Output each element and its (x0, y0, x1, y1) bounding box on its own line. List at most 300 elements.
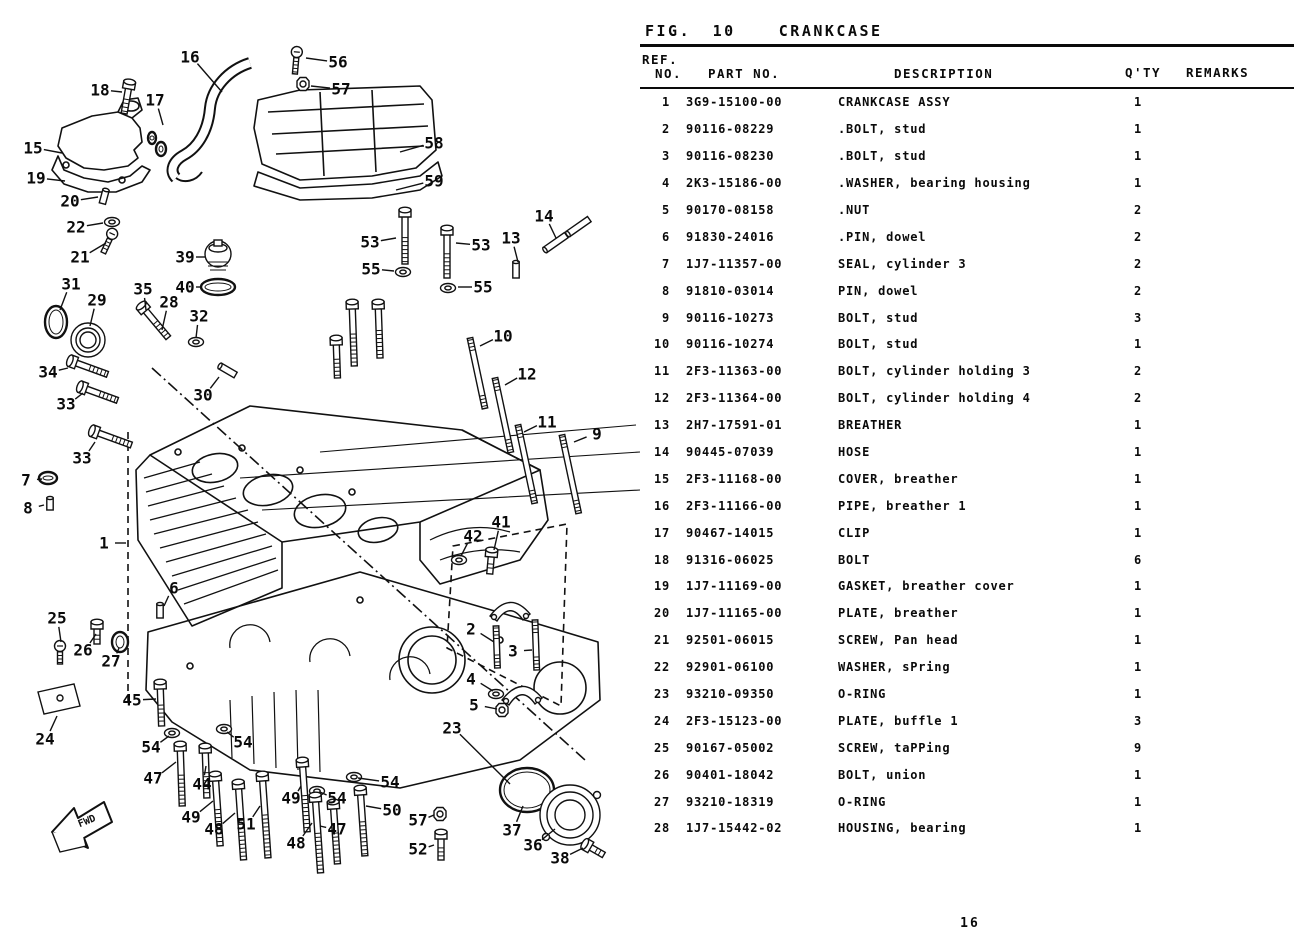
ref-no-cell: 25 (653, 740, 670, 755)
upper-case-top-face (150, 406, 540, 542)
callout-label: 53 (360, 232, 380, 252)
pin-glyph (47, 496, 53, 510)
callout-label: 39 (175, 247, 195, 267)
leader-line (456, 243, 470, 244)
table-row (640, 815, 1294, 842)
page-number: 16 (960, 916, 980, 931)
bolt-glyph (65, 354, 109, 380)
callout-label: 38 (550, 848, 570, 868)
screw-glyph (289, 46, 302, 74)
leader-line (382, 270, 394, 271)
ref-no-cell: 7 (661, 256, 670, 271)
callout-label: 47 (143, 768, 163, 788)
qty-cell: 1 (1133, 687, 1143, 702)
callout-label: 42 (463, 526, 483, 546)
leader-line (517, 806, 523, 822)
description-cell: .NUT (838, 203, 871, 217)
qty-cell: 1 (1133, 660, 1143, 675)
oring-glyph (201, 279, 235, 295)
ref-no-cell: 21 (653, 633, 670, 648)
qty-cell: 1 (1133, 767, 1143, 782)
callout-label: 10 (493, 326, 513, 346)
callout-label: 23 (442, 718, 462, 738)
oring-glyph (45, 306, 67, 338)
qty-cell: 1 (1133, 794, 1143, 809)
description-cell: PLATE, breather (838, 606, 959, 621)
stud-glyph (532, 620, 539, 670)
table-row (640, 304, 1294, 331)
qty-cell: 1 (1133, 525, 1143, 540)
ref-no-cell: 16 (653, 498, 670, 513)
leader-line (162, 762, 176, 773)
table-row (640, 788, 1294, 815)
table-row (640, 546, 1294, 573)
description-cell: BOLT, stud (838, 337, 919, 352)
qty-cell: 6 (1133, 552, 1143, 567)
callout-label: 13 (501, 228, 521, 248)
callout-label: 49 (181, 807, 201, 827)
callout-label: 53 (471, 235, 491, 255)
callout-label: 41 (491, 512, 511, 532)
ref-no-cell: 19 (653, 579, 670, 594)
figure-title: FIG. 10 CRANKCASE (645, 22, 883, 40)
callout-label: 54 (380, 772, 400, 792)
nut-glyph (297, 78, 309, 91)
table-row (640, 761, 1294, 788)
part-no-cell: 93210-09350 (686, 687, 775, 702)
qty-cell: 2 (1133, 283, 1143, 298)
disc-glyph (540, 785, 601, 845)
table-row (640, 89, 1294, 116)
part-no-cell: 91810-03014 (686, 283, 775, 298)
table-row (640, 734, 1294, 761)
header-qty: Q'TY (1124, 65, 1162, 80)
callout-label: 40 (175, 277, 195, 297)
nut-glyph (434, 808, 446, 821)
description-cell: .BOLT, stud (838, 149, 927, 164)
qty-cell: 1 (1133, 149, 1143, 164)
qty-cell: 2 (1133, 391, 1143, 406)
qty-cell: 1 (1133, 821, 1143, 836)
qty-cell: 2 (1133, 203, 1143, 217)
qty-cell: 1 (1133, 95, 1143, 110)
ref-no-cell: 22 (653, 660, 670, 675)
callout-label: 49 (281, 788, 301, 808)
ref-no-cell: 18 (653, 552, 670, 567)
header-part-no: PART NO. (708, 66, 781, 81)
ref-no-cell: 3 (661, 149, 670, 164)
callout-label: 16 (180, 47, 200, 67)
washer-glyph (396, 268, 411, 277)
description-cell: GASKET, breather cover (838, 579, 1015, 594)
callout-label: 54 (233, 732, 253, 752)
callout-label: 19 (26, 168, 46, 188)
part-no-cell: 2F3-11166-00 (686, 498, 783, 513)
qty-cell: 1 (1133, 122, 1143, 137)
part-no-cell: 90116-08229 (686, 122, 775, 137)
bolt-glyph (91, 619, 103, 644)
ref-no-cell: 4 (661, 176, 670, 191)
callout-label: 47 (327, 819, 347, 839)
bolt-glyph (118, 78, 136, 114)
callout-label: 4 (466, 669, 476, 689)
plate-glyph (38, 684, 80, 714)
callout-label: 57 (408, 810, 428, 830)
qty-cell: 1 (1133, 445, 1143, 460)
callout-label: 20 (60, 191, 80, 211)
cap-glyph (205, 240, 231, 270)
pin-glyph (217, 362, 237, 377)
ref-no-cell: 20 (653, 606, 670, 621)
part-no-cell: 91316-06025 (686, 552, 775, 567)
description-cell: SCREW, Pan head (838, 633, 959, 648)
part-no-cell: 1J7-11165-00 (686, 606, 783, 621)
bolt-glyph (330, 335, 343, 378)
table-row (640, 627, 1294, 654)
pin-glyph (513, 260, 519, 278)
oring-glyph (148, 132, 156, 144)
part-no-cell: 2K3-15186-00 (686, 176, 783, 191)
qty-cell: 3 (1133, 310, 1143, 325)
stud-glyph (493, 626, 500, 668)
callout-label: 51 (236, 814, 256, 834)
screw-glyph (98, 227, 119, 256)
ref-no-cell: 14 (653, 445, 670, 460)
description-cell: HOSE (838, 445, 871, 460)
part-no-cell: 90445-07039 (686, 445, 775, 460)
part-no-cell: 3G9-15100-00 (686, 95, 783, 110)
callout-label: 48 (286, 833, 306, 853)
qty-cell: 2 (1133, 229, 1143, 244)
leader-line (481, 633, 494, 642)
ref-no-cell: 8 (661, 283, 670, 298)
description-cell: CLIP (838, 525, 871, 540)
qty-cell: 3 (1133, 713, 1143, 728)
ref-no-cell: 6 (661, 229, 670, 244)
bolt-glyph (309, 792, 327, 873)
part-no-cell: 90467-14015 (686, 525, 775, 540)
callout-label: 21 (70, 247, 90, 267)
part-no-cell: 91830-24016 (686, 229, 775, 244)
clamp-glyph (490, 602, 530, 621)
callout-label: 22 (66, 217, 86, 237)
part-no-cell: 92901-06100 (686, 660, 775, 675)
washer-glyph (165, 729, 180, 738)
leader-line (158, 109, 163, 125)
callout-label: 54 (327, 788, 347, 808)
bolt-glyph (256, 771, 274, 858)
description-cell: HOUSING, bearing (838, 821, 967, 836)
table-row (640, 223, 1294, 250)
fwd-label: FWD (76, 813, 98, 831)
part-no-cell: 1J7-15442-02 (686, 821, 783, 836)
bolt-glyph (346, 299, 360, 366)
table-row (640, 116, 1294, 143)
callout-label: 2 (466, 619, 476, 639)
description-cell: O-RING (838, 794, 887, 809)
ref-no-cell: 23 (653, 687, 670, 702)
leader-line (570, 848, 583, 854)
lower-case-shape (146, 572, 600, 788)
title-rule (640, 44, 1294, 47)
table-row (640, 681, 1294, 708)
callout-label: 48 (204, 819, 224, 839)
lower-case-clutch-boss (399, 627, 465, 693)
part-no-cell: 90167-05002 (686, 740, 775, 755)
table-row (640, 331, 1294, 358)
description-cell: .BOLT, stud (838, 122, 927, 137)
callout-label: 28 (159, 292, 179, 312)
description-cell: COVER, breather (838, 471, 959, 486)
callout-label: 27 (101, 651, 121, 671)
callout-label: 18 (90, 80, 110, 100)
callout-label: 52 (408, 839, 428, 859)
leader-line (47, 179, 65, 181)
table-row (640, 465, 1294, 492)
ref-no-cell: 1 (661, 95, 670, 110)
part-no-cell: 90116-08230 (686, 149, 775, 164)
leader-line (524, 650, 532, 651)
table-row (640, 170, 1294, 197)
description-cell: PLATE, buffle 1 (838, 713, 959, 728)
ref-no-cell: 2 (661, 122, 670, 137)
callout-label: 44 (192, 774, 212, 794)
part-no-cell: 2F3-15123-00 (686, 713, 783, 728)
ref-no-cell: 12 (653, 391, 670, 406)
callout-label: 9 (592, 424, 602, 444)
bolt-glyph (87, 424, 133, 451)
leader-line (460, 734, 510, 784)
ref-no-cell: 27 (653, 794, 670, 809)
callout-label: 5 (469, 695, 479, 715)
part-no-cell: 1J7-11169-00 (686, 579, 783, 594)
description-cell: O-RING (838, 687, 887, 702)
callout-label: 55 (361, 259, 381, 279)
part-no-cell: 90116-10273 (686, 310, 775, 325)
ref-no-cell: 26 (653, 767, 670, 782)
leader-line (505, 378, 517, 385)
leader-line (196, 325, 198, 338)
leader-line (60, 292, 67, 310)
callout-label: 25 (47, 608, 67, 628)
leader-line (160, 736, 169, 742)
qty-cell: 1 (1133, 633, 1143, 648)
screw-glyph (55, 641, 66, 665)
qty-cell: 9 (1133, 740, 1143, 755)
header-ref-line1: REF. (642, 52, 679, 67)
table-row (640, 358, 1294, 385)
bolt-glyph (354, 785, 371, 856)
table-row (640, 439, 1294, 466)
table-body (640, 89, 1294, 842)
qty-cell: 2 (1133, 364, 1143, 379)
callout-label: 32 (189, 306, 209, 326)
table-row (640, 654, 1294, 681)
callout-label: 33 (72, 448, 92, 468)
leader-line (480, 340, 493, 346)
table-row (640, 519, 1294, 546)
callout-label: 45 (122, 690, 142, 710)
ref-no-cell: 15 (653, 471, 670, 486)
leader-line (164, 596, 169, 606)
table-row (640, 197, 1294, 224)
table-row (640, 143, 1294, 170)
leader-line (428, 815, 434, 817)
description-cell: BOLT, union (838, 767, 927, 782)
washer-glyph (452, 556, 467, 565)
leader-line (549, 224, 556, 238)
callout-label: 58 (424, 133, 444, 153)
callout-label: 59 (424, 171, 444, 191)
leader-line (59, 368, 68, 370)
washer-glyph (347, 773, 362, 782)
callout-label: 7 (21, 470, 31, 490)
ref-no-cell: 24 (653, 713, 670, 728)
leader-line (306, 58, 327, 61)
bolt-glyph (435, 829, 447, 860)
callout-label: 3 (508, 641, 518, 661)
callout-label: 1 (99, 533, 109, 553)
bolt-glyph (372, 299, 386, 358)
callout-label: 8 (23, 498, 33, 518)
oring-glyph (39, 472, 57, 484)
callout-label: 50 (382, 800, 402, 820)
leader-line (481, 683, 493, 691)
table-row (640, 492, 1294, 519)
ref-no-cell: 17 (653, 525, 670, 540)
leader-line (524, 426, 537, 432)
qty-cell: 1 (1133, 176, 1143, 191)
leader-line (39, 505, 44, 506)
qty-cell: 1 (1133, 498, 1143, 513)
leader-line (200, 801, 213, 812)
callout-label: 54 (141, 737, 161, 757)
leader-line (44, 150, 62, 153)
callout-label: 17 (145, 90, 165, 110)
part-no-cell: 2F3-11364-00 (686, 391, 783, 406)
oring-glyph (112, 632, 128, 652)
callout-label: 56 (328, 52, 348, 72)
table-row (640, 573, 1294, 600)
table-row (640, 385, 1294, 412)
callout-label: 57 (331, 79, 351, 99)
description-cell: .WASHER, bearing housing (838, 176, 1031, 191)
qty-cell: 1 (1133, 471, 1143, 486)
breather-cover-shape (58, 112, 142, 170)
fwd-arrow-icon (52, 802, 112, 852)
leader-line (429, 845, 434, 847)
table-row (640, 250, 1294, 277)
description-cell: .PIN, dowel (838, 229, 927, 244)
washer-glyph (189, 338, 204, 347)
ref-no-cell: 10 (653, 337, 670, 352)
parts-table (640, 0, 1294, 946)
table-row (640, 707, 1294, 734)
description-cell: BOLT, cylinder holding 3 (838, 364, 1031, 379)
leader-line (59, 627, 61, 642)
washer-glyph (105, 218, 120, 227)
part-no-cell: 90170-08158 (686, 203, 775, 217)
leader-line (311, 86, 330, 88)
callout-label: 35 (133, 279, 153, 299)
callout-label: 15 (23, 138, 43, 158)
leader-line (514, 247, 518, 262)
callout-label: 29 (87, 290, 107, 310)
description-cell: BOLT (838, 552, 871, 567)
description-cell: BOLT, stud (838, 310, 919, 325)
callout-label: 31 (61, 274, 81, 294)
ref-no-cell: 11 (653, 364, 670, 379)
ref-no-cell: 13 (653, 418, 670, 433)
leader-line (75, 393, 83, 399)
header-ref-line2: NO. (655, 66, 683, 81)
bolt-glyph (399, 207, 411, 264)
part-no-cell: 90401-18042 (686, 767, 775, 782)
callout-label: 11 (537, 412, 557, 432)
callout-label: 12 (517, 364, 537, 384)
callout-label: 26 (73, 640, 93, 660)
ring-glyph (71, 323, 105, 357)
leader-line (223, 813, 235, 824)
pin-glyph (157, 602, 163, 618)
leader-line (81, 197, 98, 200)
leader-line (396, 183, 423, 190)
description-cell: SCREW, taPPing (838, 740, 951, 755)
callout-label: 37 (502, 820, 522, 840)
leader-line (574, 437, 587, 442)
leader-line (381, 238, 396, 241)
qty-cell: 1 (1133, 606, 1143, 621)
callout-label: 55 (473, 277, 493, 297)
leader-line (366, 806, 381, 809)
leader-line (111, 91, 122, 92)
ref-no-cell: 28 (653, 821, 670, 836)
table-row (640, 412, 1294, 439)
leader-line (494, 531, 498, 550)
stud-glyph (467, 337, 487, 409)
part-no-cell: 90116-10274 (686, 337, 775, 352)
callout-label: 30 (193, 385, 213, 405)
table-row (640, 600, 1294, 627)
description-cell: BREATHER (838, 418, 903, 433)
bolt-glyph (174, 741, 188, 806)
pin-glyph (565, 216, 591, 237)
table-row (640, 277, 1294, 304)
part-no-cell: 2F3-11363-00 (686, 364, 783, 379)
qty-cell: 2 (1133, 256, 1143, 271)
bolt-glyph (441, 225, 453, 278)
leader-line (143, 699, 156, 700)
callout-label: 33 (56, 394, 76, 414)
description-cell: WASHER, sPring (838, 660, 951, 675)
leader-line (461, 544, 467, 556)
stud-glyph (559, 434, 581, 513)
washer-glyph (489, 690, 504, 699)
nut-glyph (496, 704, 508, 717)
description-cell: SEAL, cylinder 3 (838, 256, 967, 271)
header-remarks: REMARKS (1186, 65, 1250, 80)
ref-no-cell: 9 (661, 310, 670, 325)
leader-line (485, 707, 497, 709)
callout-label: 14 (534, 206, 554, 226)
callout-label: 24 (35, 729, 55, 749)
qty-cell: 1 (1133, 337, 1143, 352)
pin-glyph (99, 188, 109, 205)
oring-glyph (156, 142, 166, 156)
description-cell: PIN, dowel (838, 283, 919, 298)
part-no-cell: 93210-18319 (686, 794, 775, 809)
description-cell: BOLT, cylinder holding 4 (838, 391, 1031, 406)
